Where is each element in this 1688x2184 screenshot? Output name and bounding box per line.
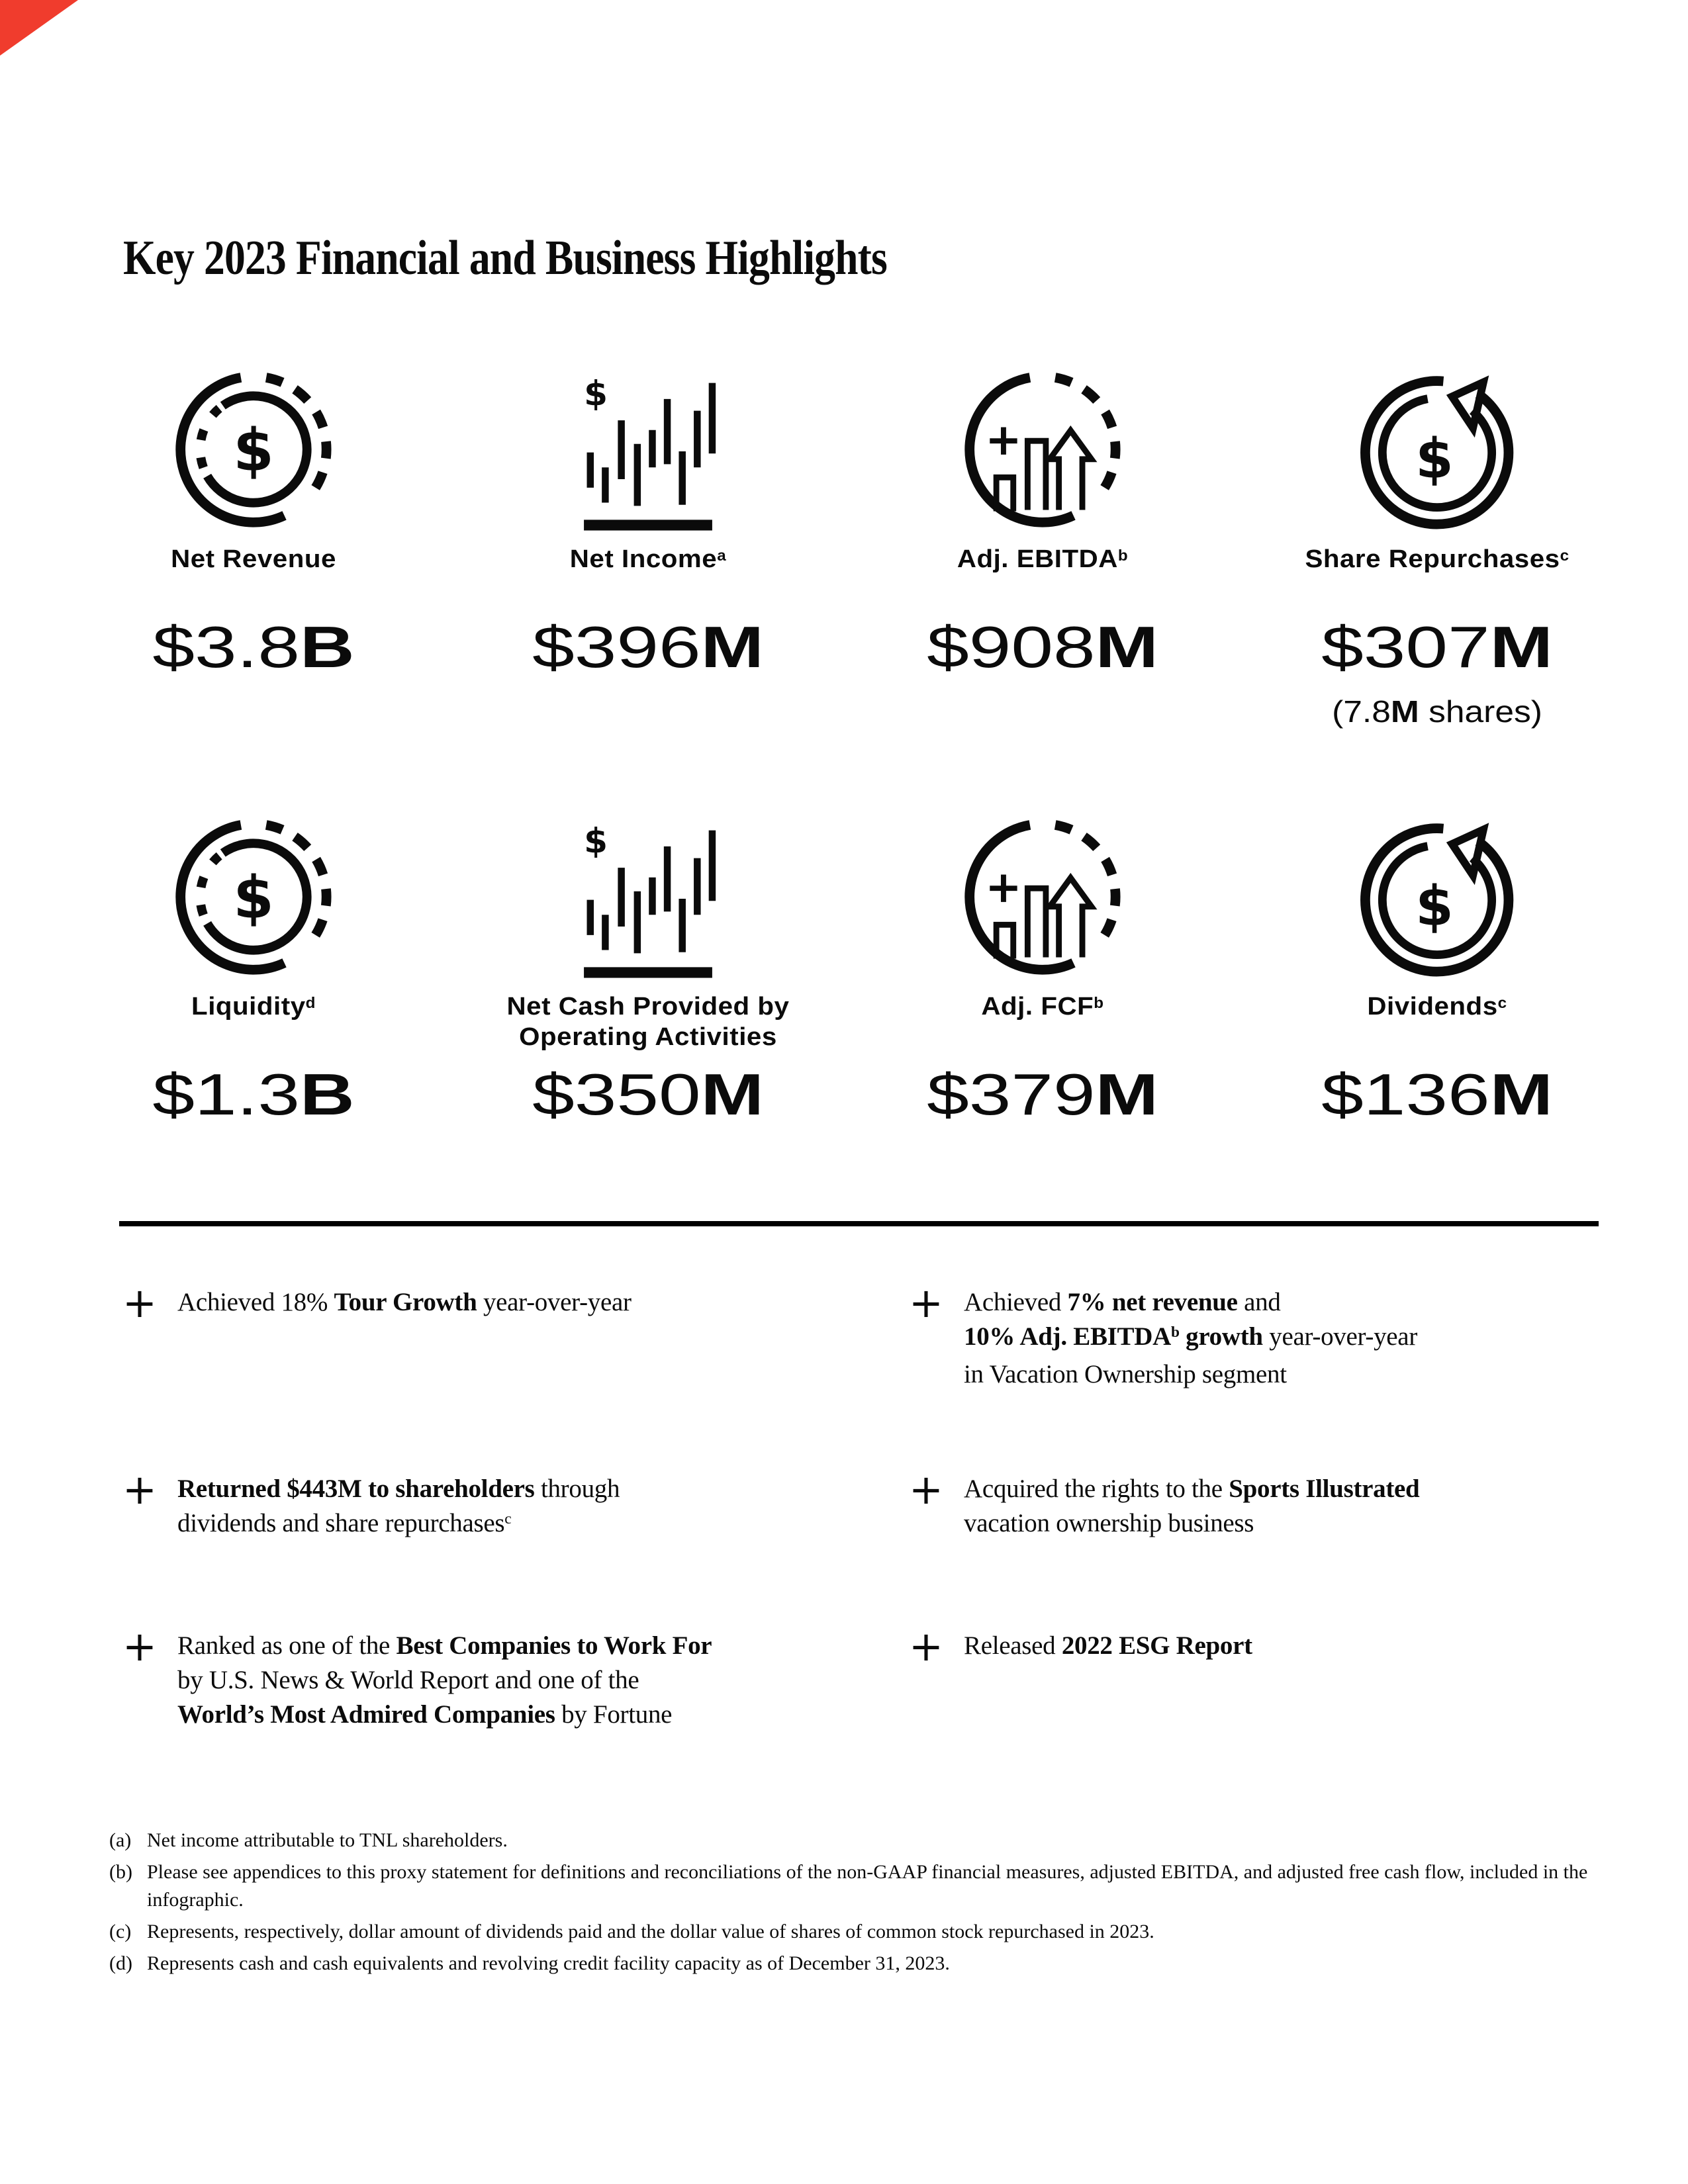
bullet-text: Ranked as one of the Best Companies to Work For by U.S. News & World Report and one of the World’s Most Admired Companies by Fortune	[177, 1631, 712, 1729]
metric-label: Adj. EBITDA$^b$	[957, 545, 1129, 573]
footnote-item	[109, 1827, 1599, 1854]
plus-icon: +	[122, 1279, 157, 1327]
footnote-marker: (d)	[109, 1952, 132, 1974]
footnote-ref: b	[1094, 993, 1104, 1011]
metric-value: $136M	[1321, 1062, 1553, 1127]
highlights-list	[122, 1279, 1602, 1732]
metric-value: $3.8B	[152, 614, 355, 680]
metric-icon	[1240, 368, 1634, 533]
footnote-ref: d	[305, 993, 316, 1011]
bullet-text: Achieved 7% net revenue and 10% Adj. EBITDA$^b$ growth year-over-year in Vacation Ownership segment	[964, 1288, 1418, 1388]
metric-value: $396M	[532, 614, 764, 680]
dollar-cycle-arrow-icon	[1356, 815, 1519, 978]
bullet-text: Acquired the rights to the Sports Illustrated vacation ownership business	[964, 1475, 1420, 1537]
metric-value: $908M	[927, 614, 1158, 680]
bullet-item	[122, 1465, 909, 1629]
metric-value: $350M	[532, 1062, 764, 1127]
metric-value: $379M	[927, 1062, 1158, 1127]
red-corner-accent	[0, 0, 78, 56]
metric-icon	[1240, 815, 1634, 981]
bullet-item	[122, 1622, 909, 1732]
metric-card	[56, 815, 451, 1226]
plus-icon: +	[909, 1622, 943, 1670]
bullet-item	[122, 1279, 909, 1472]
bullet-text: Returned $443M to shareholders through dividends and share repurchases$^c$	[177, 1475, 620, 1537]
dollar-bar-chart-icon	[578, 815, 718, 982]
metric-label: Adj. FCF$^b$	[981, 993, 1104, 1021]
metric-value: $307M	[1321, 614, 1553, 680]
svg-text:$: $	[584, 374, 608, 414]
bullet-text: Achieved 18% Tour Growth year-over-year	[177, 1288, 632, 1316]
section-divider	[119, 1221, 1599, 1226]
metric-icon	[845, 368, 1240, 533]
metrics-grid	[56, 368, 1634, 1226]
metric-card	[1240, 815, 1634, 1226]
metric-label: Net Income$^a$	[569, 545, 727, 573]
page-title: Key 2023 Financial and Business Highlights	[123, 230, 887, 285]
footnote-text: Net income attributable to TNL shareholders.	[147, 1829, 508, 1851]
metric-subnote: (7.8M shares)	[1332, 694, 1542, 729]
footnote-marker: (a)	[109, 1829, 132, 1851]
bullet-item	[909, 1279, 1602, 1472]
footnote-ref: c	[1560, 546, 1570, 564]
plus-icon: +	[909, 1279, 943, 1327]
bullet-text: Released 2022 ESG Report	[964, 1631, 1252, 1660]
footnote-ref: c	[504, 1510, 512, 1528]
footnote-marker: (c)	[109, 1921, 132, 1942]
footnote-text: Please see appendices to this proxy statement for definitions and reconciliations of the non-GAAP financial measures, adjusted EBITDA, and adjusted free cash flow, included in the infographic.	[147, 1861, 1588, 1911]
metric-label: Liquidity$^d$	[191, 993, 316, 1021]
metric-icon	[56, 368, 451, 533]
metric-card	[845, 368, 1240, 778]
footnotes	[109, 1827, 1599, 1981]
svg-text:$: $	[1415, 874, 1454, 938]
metric-card	[845, 815, 1240, 1226]
bullet-item	[909, 1465, 1602, 1629]
metric-card	[451, 368, 845, 778]
footnote-ref: a	[717, 546, 727, 564]
metric-value: $1.3B	[152, 1062, 355, 1127]
metric-icon	[451, 368, 845, 533]
footnote-text: Represents cash and cash equivalents and revolving credit facility capacity as of December 31, 2023.	[147, 1952, 950, 1974]
growth-arrow-circle-icon	[961, 815, 1124, 978]
metric-label: Share Repurchases$^c$	[1305, 545, 1570, 573]
plus-icon: +	[122, 1622, 157, 1670]
metric-label: Dividends$^c$	[1367, 993, 1507, 1021]
metric-card	[56, 368, 451, 778]
footnote-ref: b	[1171, 1324, 1180, 1342]
svg-text:$: $	[233, 863, 274, 932]
footnote-ref: c	[1497, 993, 1507, 1011]
svg-text:$: $	[584, 821, 608, 862]
metric-icon	[56, 815, 451, 981]
plus-icon: +	[909, 1465, 943, 1514]
footnote-ref: b	[1117, 546, 1129, 564]
metric-label: Net Revenue	[171, 545, 336, 573]
growth-arrow-circle-icon	[961, 368, 1124, 531]
coin-dollar-icon	[172, 815, 335, 978]
footnote-marker: (b)	[109, 1861, 132, 1883]
svg-text:$: $	[233, 416, 274, 484]
footnote-text: Represents, respectively, dollar amount of dividends paid and the dollar value of shares of common stock repurchased in 2023.	[147, 1921, 1154, 1942]
metric-icon	[845, 815, 1240, 981]
plus-icon: +	[122, 1465, 157, 1514]
metric-label: Net Cash Provided by Operating Activities	[506, 993, 790, 1051]
footnote-item	[109, 1950, 1599, 1978]
metric-card	[1240, 368, 1634, 778]
coin-dollar-icon	[172, 368, 335, 531]
footnote-item	[109, 1918, 1599, 1946]
metric-card	[451, 815, 845, 1226]
metric-icon	[451, 815, 845, 981]
dollar-cycle-arrow-icon	[1356, 368, 1519, 531]
footnote-item	[109, 1858, 1599, 1914]
svg-text:$: $	[1415, 427, 1454, 491]
bullet-item	[909, 1622, 1602, 1732]
dollar-bar-chart-icon	[578, 368, 718, 535]
